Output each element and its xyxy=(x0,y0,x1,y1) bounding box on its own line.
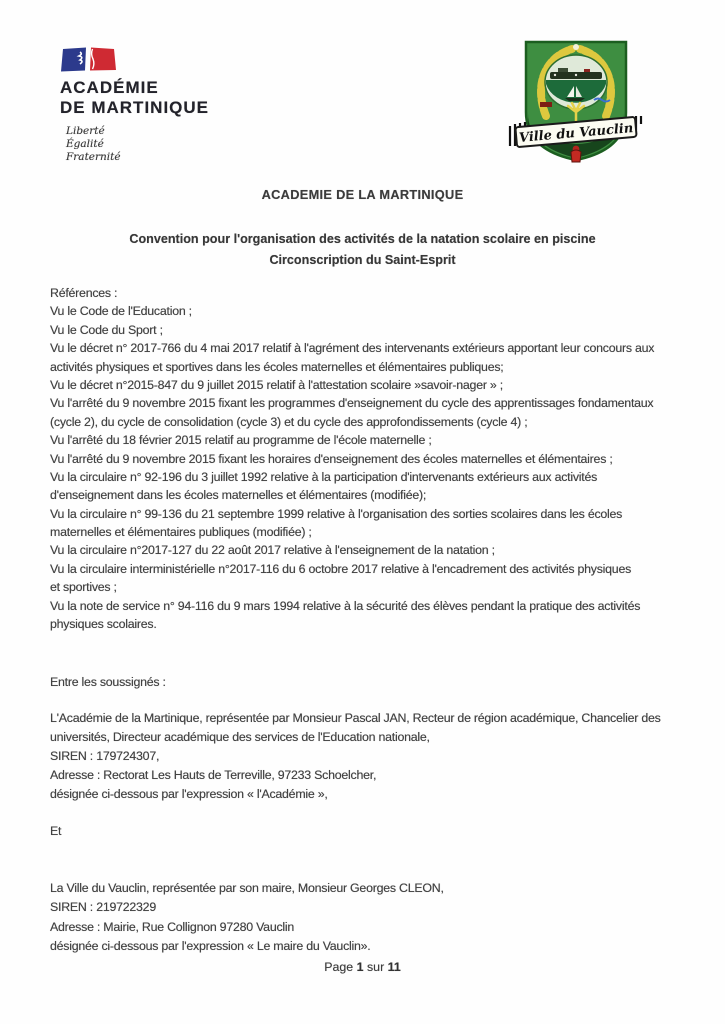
reference-line: Vu la note de service n° 94-116 du 9 mars 1994 relative à la sécurité des élèves pendant la pratique des activités xyxy=(50,598,641,613)
svg-text:Ville du Vauclin: Ville du Vauclin xyxy=(518,121,634,146)
footer-separator: sur xyxy=(366,960,385,974)
reference-line: Vu l'arrêté du 9 novembre 2015 fixant les programmes d'enseignement du cycle des apprentissages fondamentaux xyxy=(50,396,654,411)
vauclin-coat-of-arms-icon xyxy=(506,34,644,175)
reference-line: Vu la circulaire n° 99-136 du 21 septembre 1999 relative à l'organisation des sorties scolaires dans les écoles xyxy=(50,506,623,521)
vauclin-party-line: Adresse : Mairie, Rue Collignon 97280 Vauclin xyxy=(50,919,295,934)
conjunction-et: Et xyxy=(50,824,62,838)
vauclin-party-block xyxy=(50,881,444,958)
academie-name-line1: ACADÉMIE xyxy=(60,78,159,97)
reference-line: Vu l'arrêté du 9 novembre 2015 fixant les horaires d'enseignement des écoles maternelles et élémentaires ; xyxy=(50,451,613,466)
academie-logo xyxy=(60,46,209,164)
french-flag-icon xyxy=(60,46,118,74)
motto-fraternite: Fraternité xyxy=(66,151,121,163)
academie-party-line: SIREN : 179724307, xyxy=(50,749,160,763)
motto-liberte: Liberté xyxy=(66,125,105,137)
reference-line: et sportives ; xyxy=(50,580,117,595)
subtitle-line2: Circonscription du Saint-Esprit xyxy=(269,253,456,267)
document-title: ACADEMIE DE LA MARTINIQUE xyxy=(261,187,464,202)
reference-line: Vu le décret n° 2017-766 du 4 mai 2017 relatif à l'agrément des intervenants extérieurs apportant leur concours aux xyxy=(50,341,655,356)
reference-line: Vu la circulaire n°2017-127 du 22 août 2017 relative à l'enseignement de la natation ; xyxy=(50,543,495,558)
academie-party-line: universités, Directeur académique des services de l'Education nationale, xyxy=(50,730,430,744)
reference-line: Vu l'arrêté du 18 février 2015 relatif au programme de l'école maternelle ; xyxy=(50,433,432,448)
footer-total-pages: 11 xyxy=(387,960,401,974)
footer-prefix: Page xyxy=(324,960,354,974)
vauclin-party-line: désignée ci-dessous par l'expression « Le maire du Vauclin». xyxy=(50,938,371,953)
vauclin-party-line: La Ville du Vauclin, représentée par son maire, Monsieur Georges CLEON, xyxy=(50,881,444,895)
subtitle-line1: Convention pour l'organisation des activités de la natation scolaire en piscine xyxy=(129,232,596,246)
reference-line: Vu le Code du Sport ; xyxy=(50,322,163,337)
reference-line: Vu la circulaire n° 92-196 du 3 juillet 1992 relative à la participation d'intervenants extérieurs aux activités xyxy=(50,469,598,484)
page-footer xyxy=(0,960,725,974)
republic-motto xyxy=(66,125,209,164)
document-subtitle xyxy=(0,229,725,271)
reference-line: Références : xyxy=(50,286,118,300)
references-block xyxy=(50,286,654,635)
footer-page-number: 1 xyxy=(356,960,364,974)
motto-egalite: Égalité xyxy=(66,138,104,150)
academie-party-block xyxy=(50,711,661,806)
reference-line: Vu le décret n°2015-847 du 9 juillet 2015 relatif à l'attestation scolaire »savoir-nager » ; xyxy=(50,377,503,392)
reference-line: Vu la circulaire interministérielle n°2017-116 du 6 octobre 2017 relative à l'encadrement des activités physiques xyxy=(50,561,632,576)
academie-name-line2: DE MARTINIQUE xyxy=(60,98,209,117)
reference-line: maternelles et élémentaires publiques (modifiée) ; xyxy=(50,525,312,540)
reference-line: physiques scolaires. xyxy=(50,617,157,632)
reference-line: Vu le Code de l'Education ; xyxy=(50,304,192,319)
vauclin-party-line: SIREN : 219722329 xyxy=(50,900,156,915)
academie-party-line: L'Académie de la Martinique, représentée par Monsieur Pascal JAN, Recteur de région académique, Chancelier des xyxy=(50,711,661,725)
parties-intro: Entre les soussignés : xyxy=(50,675,166,689)
academie-party-line: Adresse : Rectorat Les Hauts de Terreville, 97233 Schoelcher, xyxy=(50,768,377,782)
reference-line: (cycle 2), du cycle de consolidation (cycle 3) et du cycle des approfondissements (cycle 4) ; xyxy=(50,414,528,429)
academie-party-line: désignée ci-dessous par l'expression « l'Académie », xyxy=(50,787,328,801)
reference-line: d'enseignement dans les écoles maternelles et élémentaires (modifiée); xyxy=(50,488,427,503)
reference-line: activités physiques et sportives dans les écoles maternelles et élémentaires publiques; xyxy=(50,359,504,374)
